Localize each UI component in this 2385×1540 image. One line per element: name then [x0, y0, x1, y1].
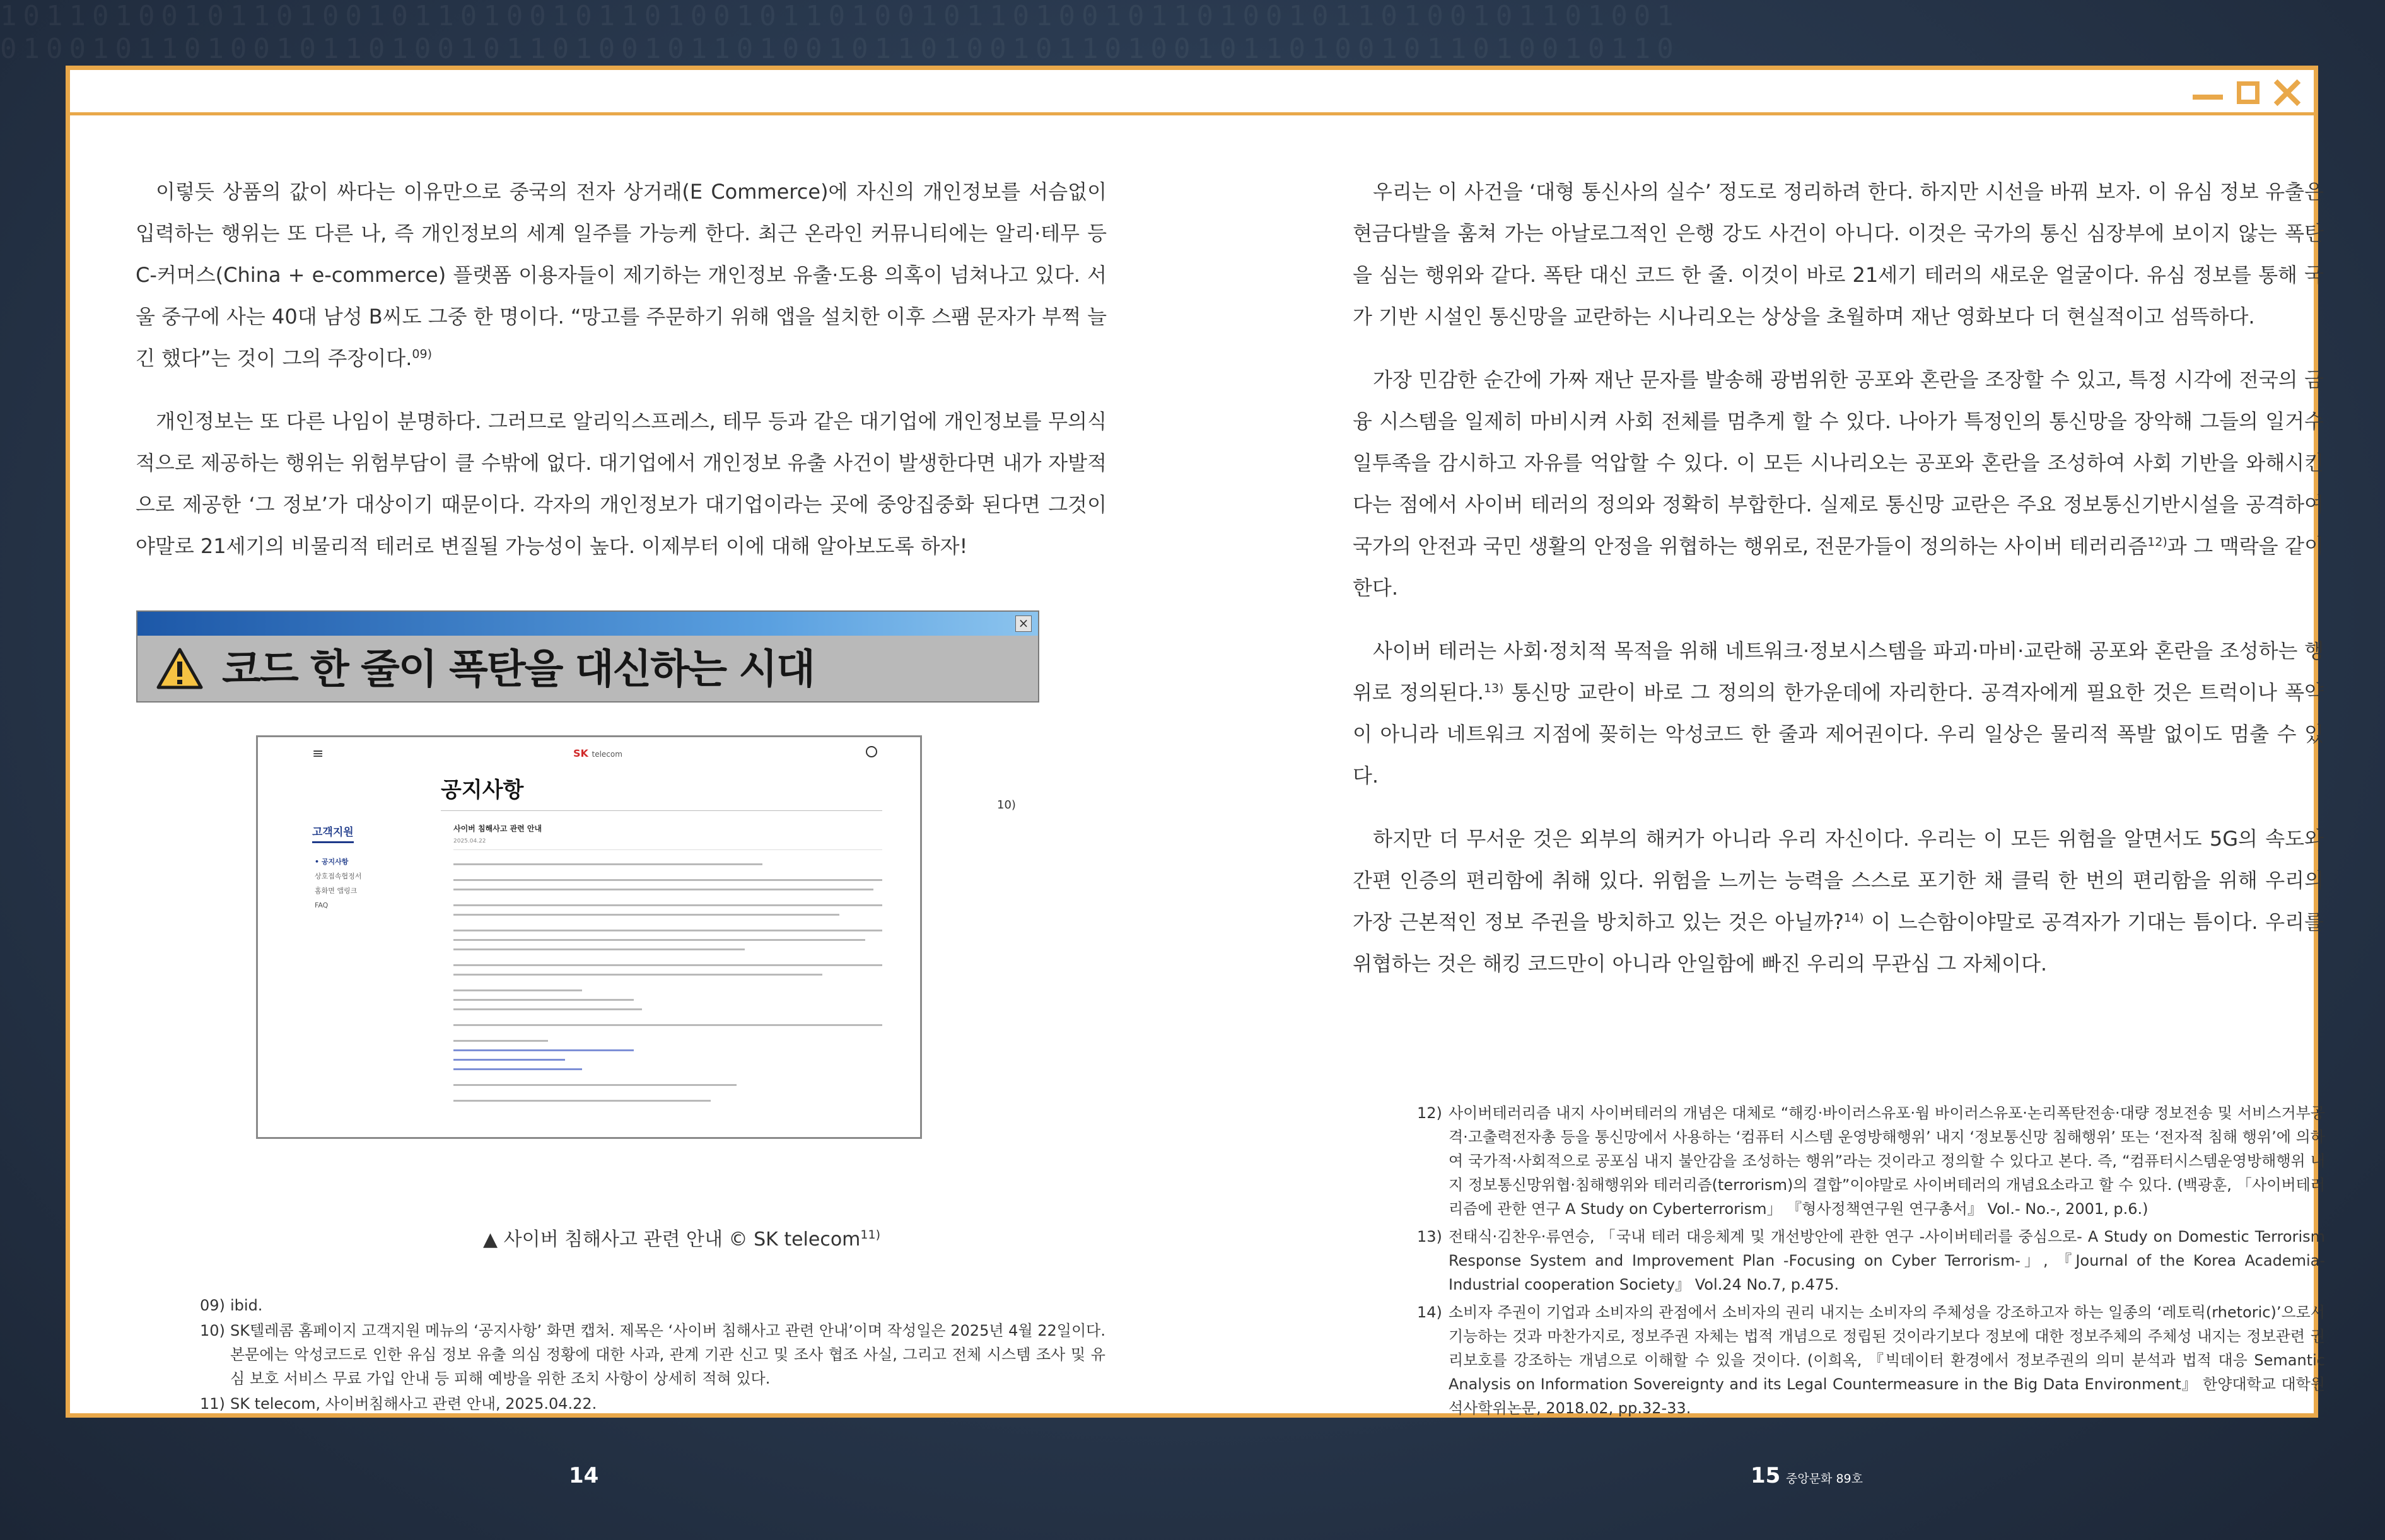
- right-footnotes: [1417, 1101, 2325, 1420]
- globe-icon: [866, 746, 877, 757]
- close-icon[interactable]: [2273, 79, 2301, 107]
- footnote: 14) 소비자 주권이 기업과 소비자의 관점에서 소비자의 권리 내지는 소비자의 주체성을 강조하고자 하는 일종의 ‘레토릭(rhetoric)’으로서 기능하는 것과 마찬가지로, 정보주권 자체는 법적 개념으로 정립된 것이라기보다 정보에 대한 정보주체의 주체성 내지는 정보관련 권리보호를 강조하는 개념으로 이해할 수 있을 것이다. (이희옥, 『빅데이터 환경에서 정보주권의 의미 분석과 법적 대응 Semantic Analysis on Information Sovereignty and its Legal Countermeasure in the Big Data Environment』 한양대학교 대학원 석사학위논문, 2018.02, pp.32-33.: [1417, 1304, 2325, 1417]
- post-divider: [453, 849, 882, 850]
- figure-footnote-marker: 10): [997, 798, 1016, 812]
- footnote: 11) SK telecom, 사이버침해사고 관련 안내, 2025.04.22.: [200, 1395, 597, 1413]
- side-menu-item: FAQ: [315, 901, 329, 909]
- sk-telecom-logo: SK telecom: [573, 747, 622, 759]
- banner-titlebar: [137, 612, 1038, 636]
- left-page-body: [136, 171, 1107, 588]
- warning-icon: [156, 648, 203, 689]
- footnote: 09) ibid.: [200, 1297, 263, 1314]
- footnote: 10) SK텔레콤 홈페이지 고객지원 메뉴의 ‘공지사항’ 화면 캡처. 제목은 ‘사이버 침해사고 관련 안내’이며 작성일은 2025년 4월 22일이다. 본문에는 악성코드로 인한 유심 정보 유출 의심 정황에 대한 사과, 관계 기관 신고 및 조사 협조 사실, 그리고 전체 시스템 조사 및 유심 보호 서비스 무료 가입 안내 등 피해 예방을 위한 조치 사항이 상세히 적혀 있다.: [200, 1322, 1105, 1387]
- magazine-issue: 중앙문화 89호: [1786, 1472, 1863, 1486]
- screenshot-side-menu: [315, 855, 361, 913]
- window-controls: [2193, 75, 2301, 110]
- section-banner: [136, 610, 1039, 703]
- maximize-icon[interactable]: [2237, 81, 2260, 104]
- window-titlebar: [70, 70, 2314, 115]
- screenshot-post-body: [453, 863, 882, 1109]
- banner-title: 코드 한 줄이 폭탄을 대신하는 시대: [222, 646, 814, 693]
- sk-notice-screenshot: [256, 735, 922, 1139]
- side-menu-item: 홈화면 앱링크: [315, 887, 358, 895]
- minimize-icon[interactable]: [2193, 95, 2223, 100]
- right-paragraph-3: 사이버 테러는 사회·정치적 목적을 위해 네트워크·정보시스템을 파괴·마비·교란해 공포와 혼란을 조성하는 행위로 정의된다.$^{13)}$ 통신망 교란이 바로 그 정의의 한가운데에 자리한다. 공격자에게 필요한 것은 트럭이나 폭약이 아니라 네트워크 지점에 꽂히는 악성코드 한 줄과 제어권이다. 우리 일상은 물리적 폭발 없이도 멈출 수 있다.: [1353, 639, 2324, 788]
- heading-divider: [441, 810, 882, 811]
- hamburger-menu-icon: ≡: [312, 746, 324, 762]
- left-paragraph-1: 이렇듯 상품의 값이 싸다는 이유만으로 중국의 전자 상거래(E Commerce)에 자신의 개인정보를 서슴없이 입력하는 행위는 또 다른 나, 즉 개인정보의 세계 일주를 가능케 한다. 최근 온라인 커뮤니티에는 알리·테무 등 C-커머스(China + e-commerce) 플랫폼 이용자들이 제기하는 개인정보 유출·도용 의혹이 넘쳐나고 있다. 서울 중구에 사는 40대 남성 B씨도 그중 한 명이다. “망고를 주문하기 위해 앱을 설치한 이후 스팸 문자가 부쩍 늘긴 했다”는 것이 그의 주장이다.$^{09)}$: [136, 180, 1107, 370]
- footnote: 13) 전태식·김찬우·류연승, 「국내 테러 대응체계 및 개선방안에 관한 연구 -사이버테러를 중심으로- A Study on Domestic Terrorism Response System and Improvement Plan -Focusing on Cyber Terrorism-」, 『Journal of the Korea Academia-Industrial cooperation Society』 Vol.24 No.7, p.475.: [1417, 1228, 2325, 1293]
- right-page-body: [1353, 171, 2324, 1006]
- right-paragraph-2: 가장 민감한 순간에 가짜 재난 문자를 발송해 광범위한 공포와 혼란을 조장할 수 있고, 특정 시각에 전국의 금융 시스템을 일제히 마비시켜 사회 전체를 멈추게 할 수 있다. 나아가 특정인의 통신망을 장악해 그들의 일거수일투족을 감시하고 자유를 억압할 수 있다. 이 모든 시나리오는 공포와 혼란을 조성하여 사회 기반을 와해시킨다는 점에서 사이버 테러의 정의와 정확히 부합한다. 실제로 통신망 교란은 주요 정보통신기반시설을 공격하여 국가의 안전과 국민 생활의 안정을 위협하는 행위로, 전문가들이 정의하는 사이버 테러리즘$^{12)}$과 그 맥락을 같이 한다.: [1353, 368, 2324, 600]
- screenshot-heading: 공지사항: [441, 778, 524, 803]
- left-footnotes: [200, 1293, 1105, 1416]
- right-paragraph-4: 하지만 더 무서운 것은 외부의 해커가 아니라 우리 자신이다. 우리는 이 모든 위험을 알면서도 5G의 속도와 간편 인증의 편리함에 취해 있다. 위험을 느끼는 능력을 스스로 포기한 채 클릭 한 번의 편리함을 위해 우리의 가장 근본적인 정보 주권을 방치하고 있는 것은 아닐까?$^{14)}$ 이 느슨함이야말로 공격자가 기대는 틈이다. 우리를 위협하는 것은 해킹 코드만이 아니라 안일함에 빠진 우리의 무관심 그 자체이다.: [1353, 827, 2324, 976]
- side-menu-item: • 공지사항: [315, 858, 349, 866]
- figure-caption: ▲ 사이버 침해사고 관련 안내 © SK telecom$^{11)}$: [483, 1228, 880, 1251]
- footnote: 12) 사이버테러리즘 내지 사이버테러의 개념은 대체로 “해킹·바이러스유포·웜 바이러스유포·논리폭탄전송·대량 정보전송 및 서비스거부공격·고출력전자총 등을 통신망에서 사용하는 ‘컴퓨터 시스템 운영방해행위’ 내지 ‘정보통신망 침해행위’ 또는 ‘전자적 침해 행위’에 의하여 국가적·사회적으로 공포심 내지 불안감을 조성하는 행위”라는 것이라고 정의할 수 있다고 본다. 즉, “컴퓨터시스템운영방해행위 내지 정보통신망위협·침해행위와 테러리즘(terrorism)의 결합”이야말로 사이버테러의 개념요소라고 할 수 있다. (백광훈, 「사이버테러리즘에 관한 연구 A Study on Cyberterrorism」 『형사정책연구원 연구총서』 Vol.- No.-, 2001, p.6.): [1417, 1104, 2325, 1218]
- screenshot-post-date: 2025.04.22: [453, 838, 486, 844]
- screenshot-post-title: 사이버 침해사고 관련 안내: [453, 824, 542, 833]
- page-number-right: 15: [1751, 1463, 1781, 1488]
- window-frame: [66, 66, 2325, 1418]
- right-paragraph-1: 우리는 이 사건을 ‘대형 통신사의 실수’ 정도로 정리하려 한다. 하지만 시선을 바꿔 보자. 이 유심 정보 유출은 현금다발을 훔쳐 가는 아날로그적인 은행 강도 사건이 아니다. 이것은 국가의 통신 심장부에 보이지 않는 폭탄을 심는 행위와 같다. 폭탄 대신 코드 한 줄. 이것이 바로 21세기 테러의 새로운 얼굴이다. 유심 정보를 통해 국가 기반 시설인 통신망을 교란하는 시나리오는 상상을 초월하며 재난 영화보다 더 현실적이고 섬뜩하다.: [1353, 180, 2324, 329]
- background-binary-pattern: 1011010010110100101101001011010010110100101101001011010010110100101101001 0100101101001011010010110100101101001011010010110100101101001011010010110: [0, 0, 1680, 65]
- side-menu-item: 상호접속협정서: [315, 872, 362, 880]
- banner-close-icon: ×: [1015, 615, 1032, 632]
- page-number-left: 14: [569, 1463, 599, 1488]
- left-paragraph-2: 개인정보는 또 다른 나임이 분명하다. 그러므로 알리익스프레스, 테무 등과 같은 대기업에 개인정보를 무의식적으로 제공하는 행위는 위험부담이 클 수밖에 없다. 대기업에서 개인정보 유출 사건이 발생한다면 내가 자발적으로 제공한 ‘그 정보’가 대상이기 때문이다. 각자의 개인정보가 대기업이라는 곳에 중앙집중화 된다면 그것이야말로 21세기의 비물리적 테러로 변질될 가능성이 높다. 이제부터 이에 대해 알아보도록 하자!: [136, 409, 1107, 558]
- footnote-ref-09: 09): [412, 347, 432, 361]
- screenshot-side-title: 고객지원: [312, 823, 354, 843]
